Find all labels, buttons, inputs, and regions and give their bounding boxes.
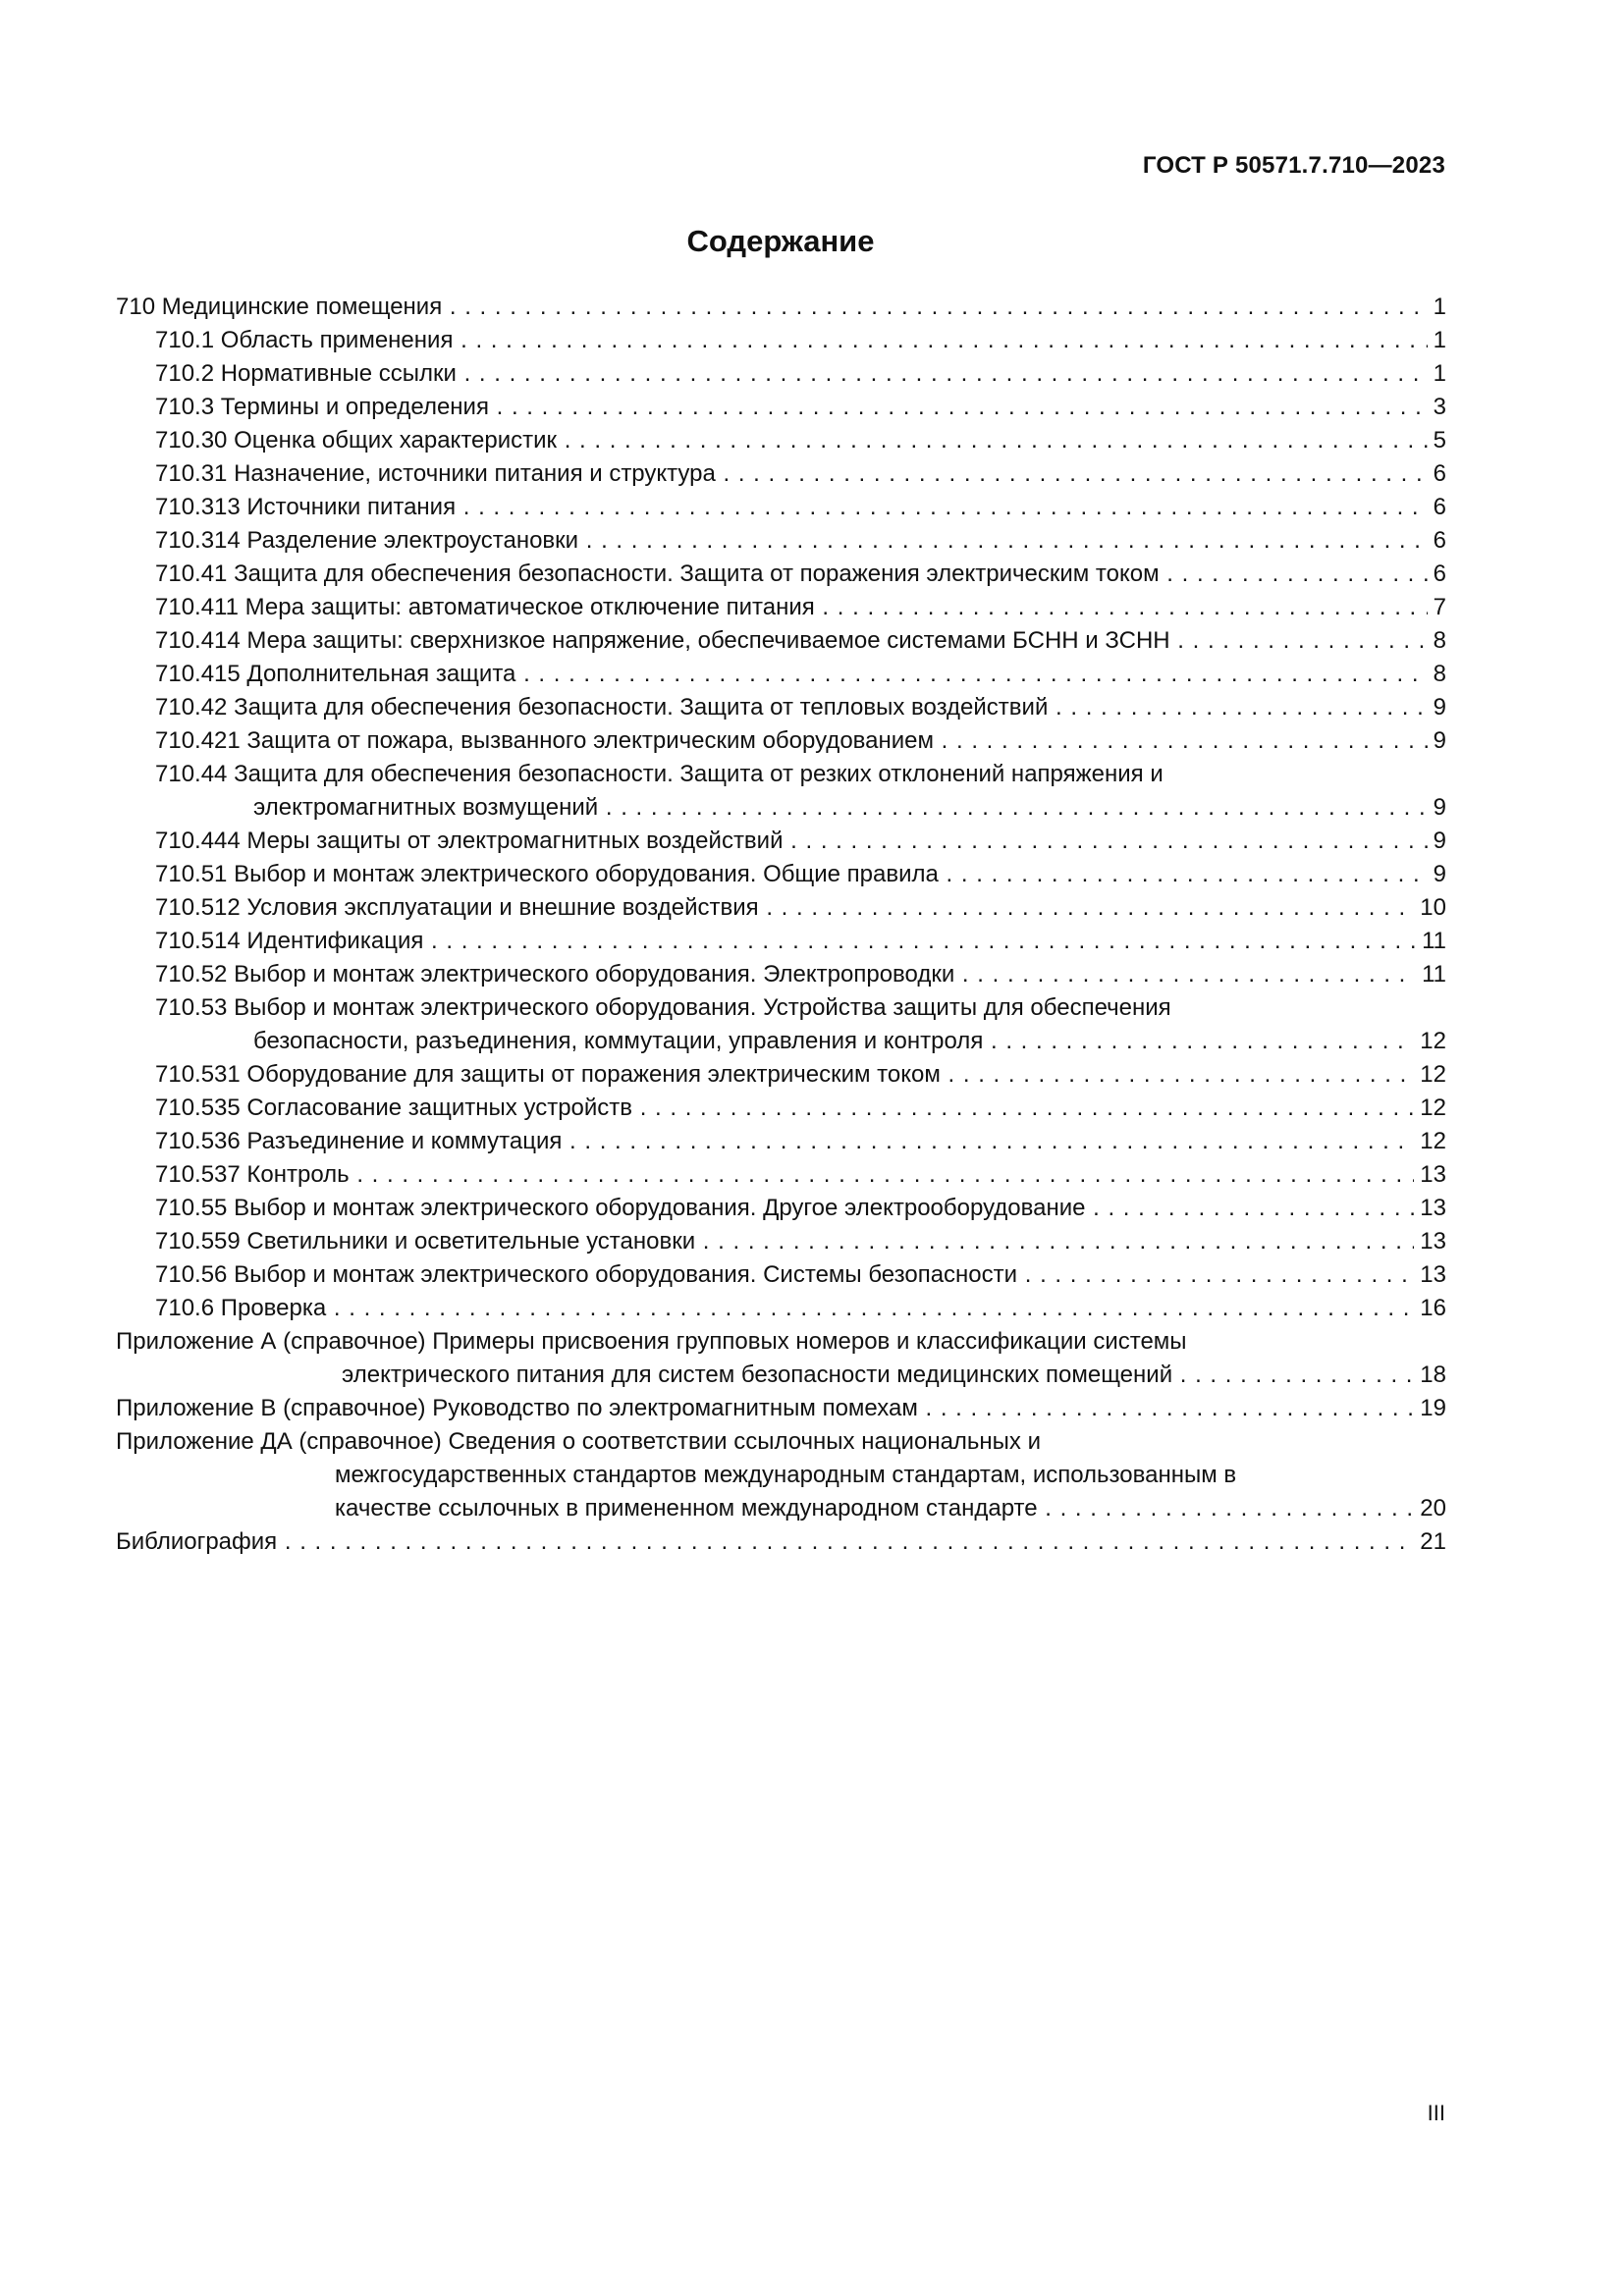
toc-entry-page: 6: [1428, 457, 1446, 491]
toc-entry-title: 710.514 Идентификация . . .: [155, 925, 1446, 958]
toc-entry[interactable]: [116, 1258, 1446, 1292]
toc-entry-title: 710.414 Мера защиты: сверхнизкое напряжение, обеспечиваемое системами БСНН и ЗСНН . . .: [155, 624, 1446, 658]
toc-entry[interactable]: [116, 1525, 1446, 1559]
toc-entry-title: 710.56 Выбор и монтаж электрического оборудования. Системы безопасности . . .: [155, 1258, 1446, 1292]
toc-entry-title: 710.535 Согласование защитных устройств . . .: [155, 1092, 1446, 1125]
toc-entry-page: 9: [1428, 791, 1446, 825]
toc-entry-page: 8: [1428, 624, 1446, 658]
toc-entry-page: 18: [1414, 1359, 1446, 1392]
toc-entry[interactable]: [116, 1292, 1446, 1325]
toc-entry-title: Библиография . . .: [116, 1525, 1446, 1559]
toc-entry[interactable]: [116, 524, 1446, 558]
toc-entry[interactable]: [116, 1425, 1446, 1525]
toc-entry-title: качестве ссылочных в примененном международном стандарте . . .: [116, 1492, 1446, 1525]
toc-entry-page: 9: [1428, 858, 1446, 891]
toc-entry[interactable]: [116, 858, 1446, 891]
toc-entry-page: 12: [1414, 1058, 1446, 1092]
toc-entry-title: 710.41 Защита для обеспечения безопасности. Защита от поражения электрическим током . . .: [155, 558, 1446, 591]
toc-entry-page: 9: [1428, 825, 1446, 858]
toc-entry-page: 11: [1416, 958, 1446, 991]
toc-entry-page: 13: [1414, 1158, 1446, 1192]
toc-entry[interactable]: [116, 891, 1446, 925]
toc-entry[interactable]: [116, 1158, 1446, 1192]
toc-entry[interactable]: [116, 691, 1446, 724]
toc-entry-title: 710.531 Оборудование для защиты от поражения электрическим током . . .: [155, 1058, 1446, 1092]
toc-entry-title: 710.2 Нормативные ссылки . . .: [155, 357, 1446, 391]
toc-entry-title: 710.6 Проверка . . .: [155, 1292, 1446, 1325]
toc-entry[interactable]: [116, 1058, 1446, 1092]
standard-code: ГОСТ Р 50571.7.710—2023: [1142, 152, 1445, 179]
toc-entry-title: 710.512 Условия эксплуатации и внешние воздействия . . .: [155, 891, 1446, 925]
page-title: Содержание: [686, 224, 875, 258]
toc-entry-page: 13: [1414, 1225, 1446, 1258]
toc-entry-title: 710.42 Защита для обеспечения безопасности. Защита от тепловых воздействий . . .: [155, 691, 1446, 724]
toc-entry-page: 3: [1428, 391, 1446, 424]
toc-entry[interactable]: [116, 1392, 1446, 1425]
toc-entry[interactable]: [116, 991, 1446, 1058]
toc-entry-title: Приложение В (справочное) Руководство по электромагнитным помехам . . .: [116, 1392, 1446, 1425]
toc-entry-title: 710.313 Источники питания . . .: [155, 491, 1446, 524]
toc-entry-page: 16: [1414, 1292, 1446, 1325]
toc-entry-title: 710.314 Разделение электроустановки . . .: [155, 524, 1446, 558]
toc-entry[interactable]: [116, 291, 1446, 324]
toc-entry-title: 710.53 Выбор и монтаж электрического оборудования. Устройства защиты для обеспечения: [155, 994, 1171, 1021]
toc-entry-page: 12: [1414, 1092, 1446, 1125]
toc-entry-page: 13: [1414, 1258, 1446, 1292]
toc-entry-title: межгосударственных стандартов международным стандартам, использованным в: [335, 1462, 1237, 1488]
toc-entry-title: 710.536 Разъединение и коммутация . . .: [155, 1125, 1446, 1158]
toc-entry[interactable]: [116, 958, 1446, 991]
toc-entry-title: электромагнитных возмущений . . .: [155, 791, 1446, 825]
toc-entry[interactable]: [116, 1092, 1446, 1125]
toc-entry-page: 20: [1414, 1492, 1446, 1525]
toc-entry[interactable]: [116, 357, 1446, 391]
toc-entry-title: 710.30 Оценка общих характеристик . . .: [155, 424, 1446, 457]
toc-entry-page: 8: [1428, 658, 1446, 691]
toc-entry-title: 710.1 Область применения . . .: [155, 324, 1446, 357]
toc-entry[interactable]: [116, 1225, 1446, 1258]
table-of-contents: [116, 291, 1446, 1559]
toc-entry[interactable]: [116, 324, 1446, 357]
toc-entry-page: 11: [1416, 925, 1446, 958]
toc-entry-page: 9: [1428, 724, 1446, 758]
toc-entry-title: Приложение А (справочное) Примеры присвоения групповых номеров и классификации системы: [116, 1328, 1187, 1355]
toc-entry[interactable]: [116, 1192, 1446, 1225]
toc-entry-page: 13: [1414, 1192, 1446, 1225]
toc-entry[interactable]: [116, 658, 1446, 691]
toc-entry-title: 710.55 Выбор и монтаж электрического оборудования. Другое электрооборудование . . .: [155, 1192, 1446, 1225]
toc-entry-page: 12: [1414, 1025, 1446, 1058]
toc-entry[interactable]: [116, 825, 1446, 858]
toc-entry-page: 9: [1428, 691, 1446, 724]
toc-entry-title: 710 Медицинские помещения . . .: [116, 291, 1446, 324]
toc-entry-page: 1: [1428, 357, 1446, 391]
toc-entry-title: 710.421 Защита от пожара, вызванного электрическим оборудованием . . .: [155, 724, 1446, 758]
toc-entry[interactable]: [116, 624, 1446, 658]
toc-entry-title: 710.44 Защита для обеспечения безопасности. Защита от резких отклонений напряжения и: [155, 761, 1164, 787]
toc-entry[interactable]: [116, 1325, 1446, 1392]
toc-entry-title: 710.559 Светильники и осветительные установки . . .: [155, 1225, 1446, 1258]
toc-entry-page: 1: [1428, 291, 1446, 324]
toc-entry-page: 10: [1414, 891, 1446, 925]
toc-entry-title: 710.52 Выбор и монтаж электрического оборудования. Электропроводки . . .: [155, 958, 1446, 991]
toc-entry-page: 6: [1428, 491, 1446, 524]
toc-entry-page: 7: [1428, 591, 1446, 624]
toc-entry[interactable]: [116, 591, 1446, 624]
toc-entry-title: электрического питания для систем безопасности медицинских помещений . . .: [116, 1359, 1446, 1392]
toc-entry-title: безопасности, разъединения, коммутации, управления и контроля . . .: [155, 1025, 1446, 1058]
toc-entry-title: 710.415 Дополнительная защита . . .: [155, 658, 1446, 691]
toc-entry-page: 12: [1414, 1125, 1446, 1158]
toc-entry-page: 19: [1414, 1392, 1446, 1425]
page-number: III: [1427, 2101, 1445, 2125]
toc-entry[interactable]: [116, 391, 1446, 424]
toc-entry-title: 710.51 Выбор и монтаж электрического оборудования. Общие правила . . .: [155, 858, 1446, 891]
toc-entry-title: 710.411 Мера защиты: автоматическое отключение питания . . .: [155, 591, 1446, 624]
toc-entry-page: 6: [1428, 558, 1446, 591]
toc-entry-title: 710.537 Контроль . . .: [155, 1158, 1446, 1192]
toc-entry[interactable]: [116, 491, 1446, 524]
toc-entry[interactable]: [116, 925, 1446, 958]
toc-entry[interactable]: [116, 558, 1446, 591]
toc-entry[interactable]: [116, 424, 1446, 457]
toc-entry[interactable]: [116, 758, 1446, 825]
toc-entry-page: 21: [1414, 1525, 1446, 1559]
toc-entry[interactable]: [116, 724, 1446, 758]
toc-entry-page: 1: [1428, 324, 1446, 357]
toc-entry-title: 710.31 Назначение, источники питания и структура . . .: [155, 457, 1446, 491]
toc-entry-title: Приложение ДА (справочное) Сведения о соответствии ссылочных национальных и: [116, 1428, 1041, 1455]
toc-entry[interactable]: [116, 457, 1446, 491]
toc-entry-title: 710.444 Меры защиты от электромагнитных воздействий . . .: [155, 825, 1446, 858]
toc-entry[interactable]: [116, 1125, 1446, 1158]
toc-entry-page: 6: [1428, 524, 1446, 558]
toc-entry-page: 5: [1428, 424, 1446, 457]
toc-entry-title: 710.3 Термины и определения . . .: [155, 391, 1446, 424]
